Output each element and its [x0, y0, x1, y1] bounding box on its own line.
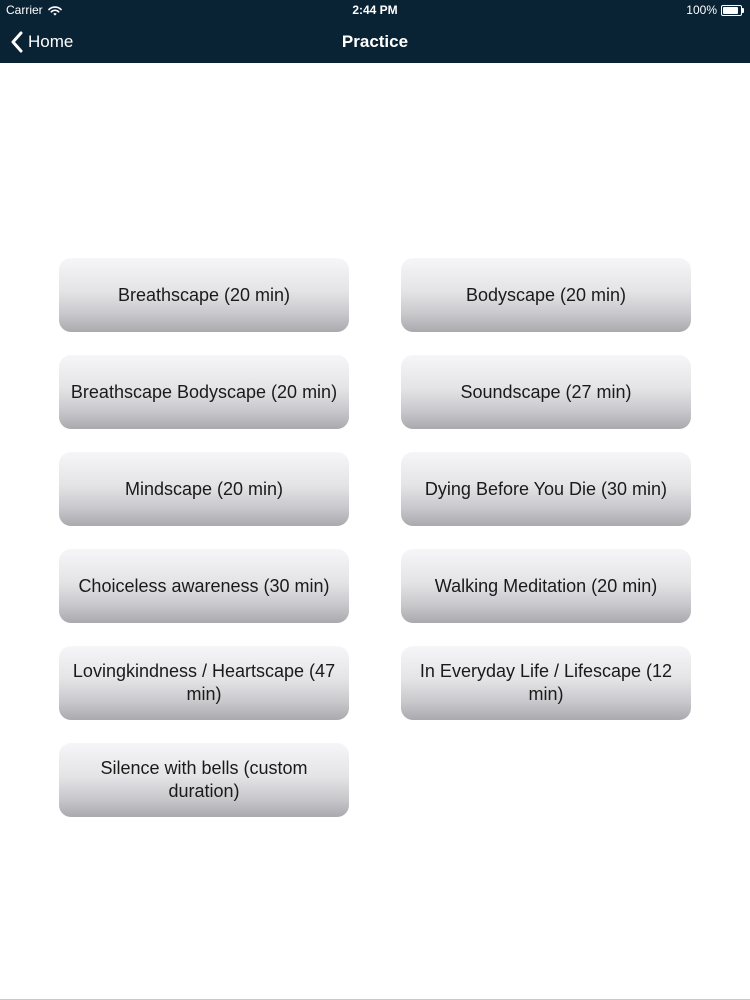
battery-percent: 100%: [686, 3, 717, 17]
practice-button-choiceless-awareness[interactable]: Choiceless awareness (30 min): [59, 549, 349, 623]
practice-button-everyday-life[interactable]: In Everyday Life / Lifescape (12 min): [401, 646, 691, 720]
practice-button-mindscape[interactable]: Mindscape (20 min): [59, 452, 349, 526]
practice-grid: [59, 258, 691, 817]
practice-button-walking-meditation[interactable]: Walking Meditation (20 min): [401, 549, 691, 623]
page-title: Practice: [341, 32, 409, 51]
practice-button-breathscape[interactable]: Breathscape (20 min): [59, 258, 349, 332]
practice-button-bodyscape[interactable]: Bodyscape (20 min): [401, 258, 691, 332]
navigation-bar: [0, 20, 750, 63]
battery-fill: [723, 7, 738, 14]
practice-button-lovingkindness[interactable]: Lovingkindness / Heartscape (47 min): [59, 646, 349, 720]
practice-button-breathscape-bodyscape[interactable]: Breathscape Bodyscape (20 min): [59, 355, 349, 429]
battery-icon: [721, 5, 744, 16]
carrier-label: Carrier: [6, 3, 43, 17]
practice-button-dying-before-you-die[interactable]: Dying Before You Die (30 min): [401, 452, 691, 526]
status-right: [686, 3, 744, 17]
back-label: Home: [28, 31, 74, 51]
battery-tip: [742, 8, 744, 13]
status-bar: [0, 0, 750, 20]
status-time: 2:44 PM: [352, 3, 398, 17]
practice-button-silence-with-bells[interactable]: Silence with bells (custom duration): [59, 743, 349, 817]
practice-button-soundscape[interactable]: Soundscape (27 min): [401, 355, 691, 429]
